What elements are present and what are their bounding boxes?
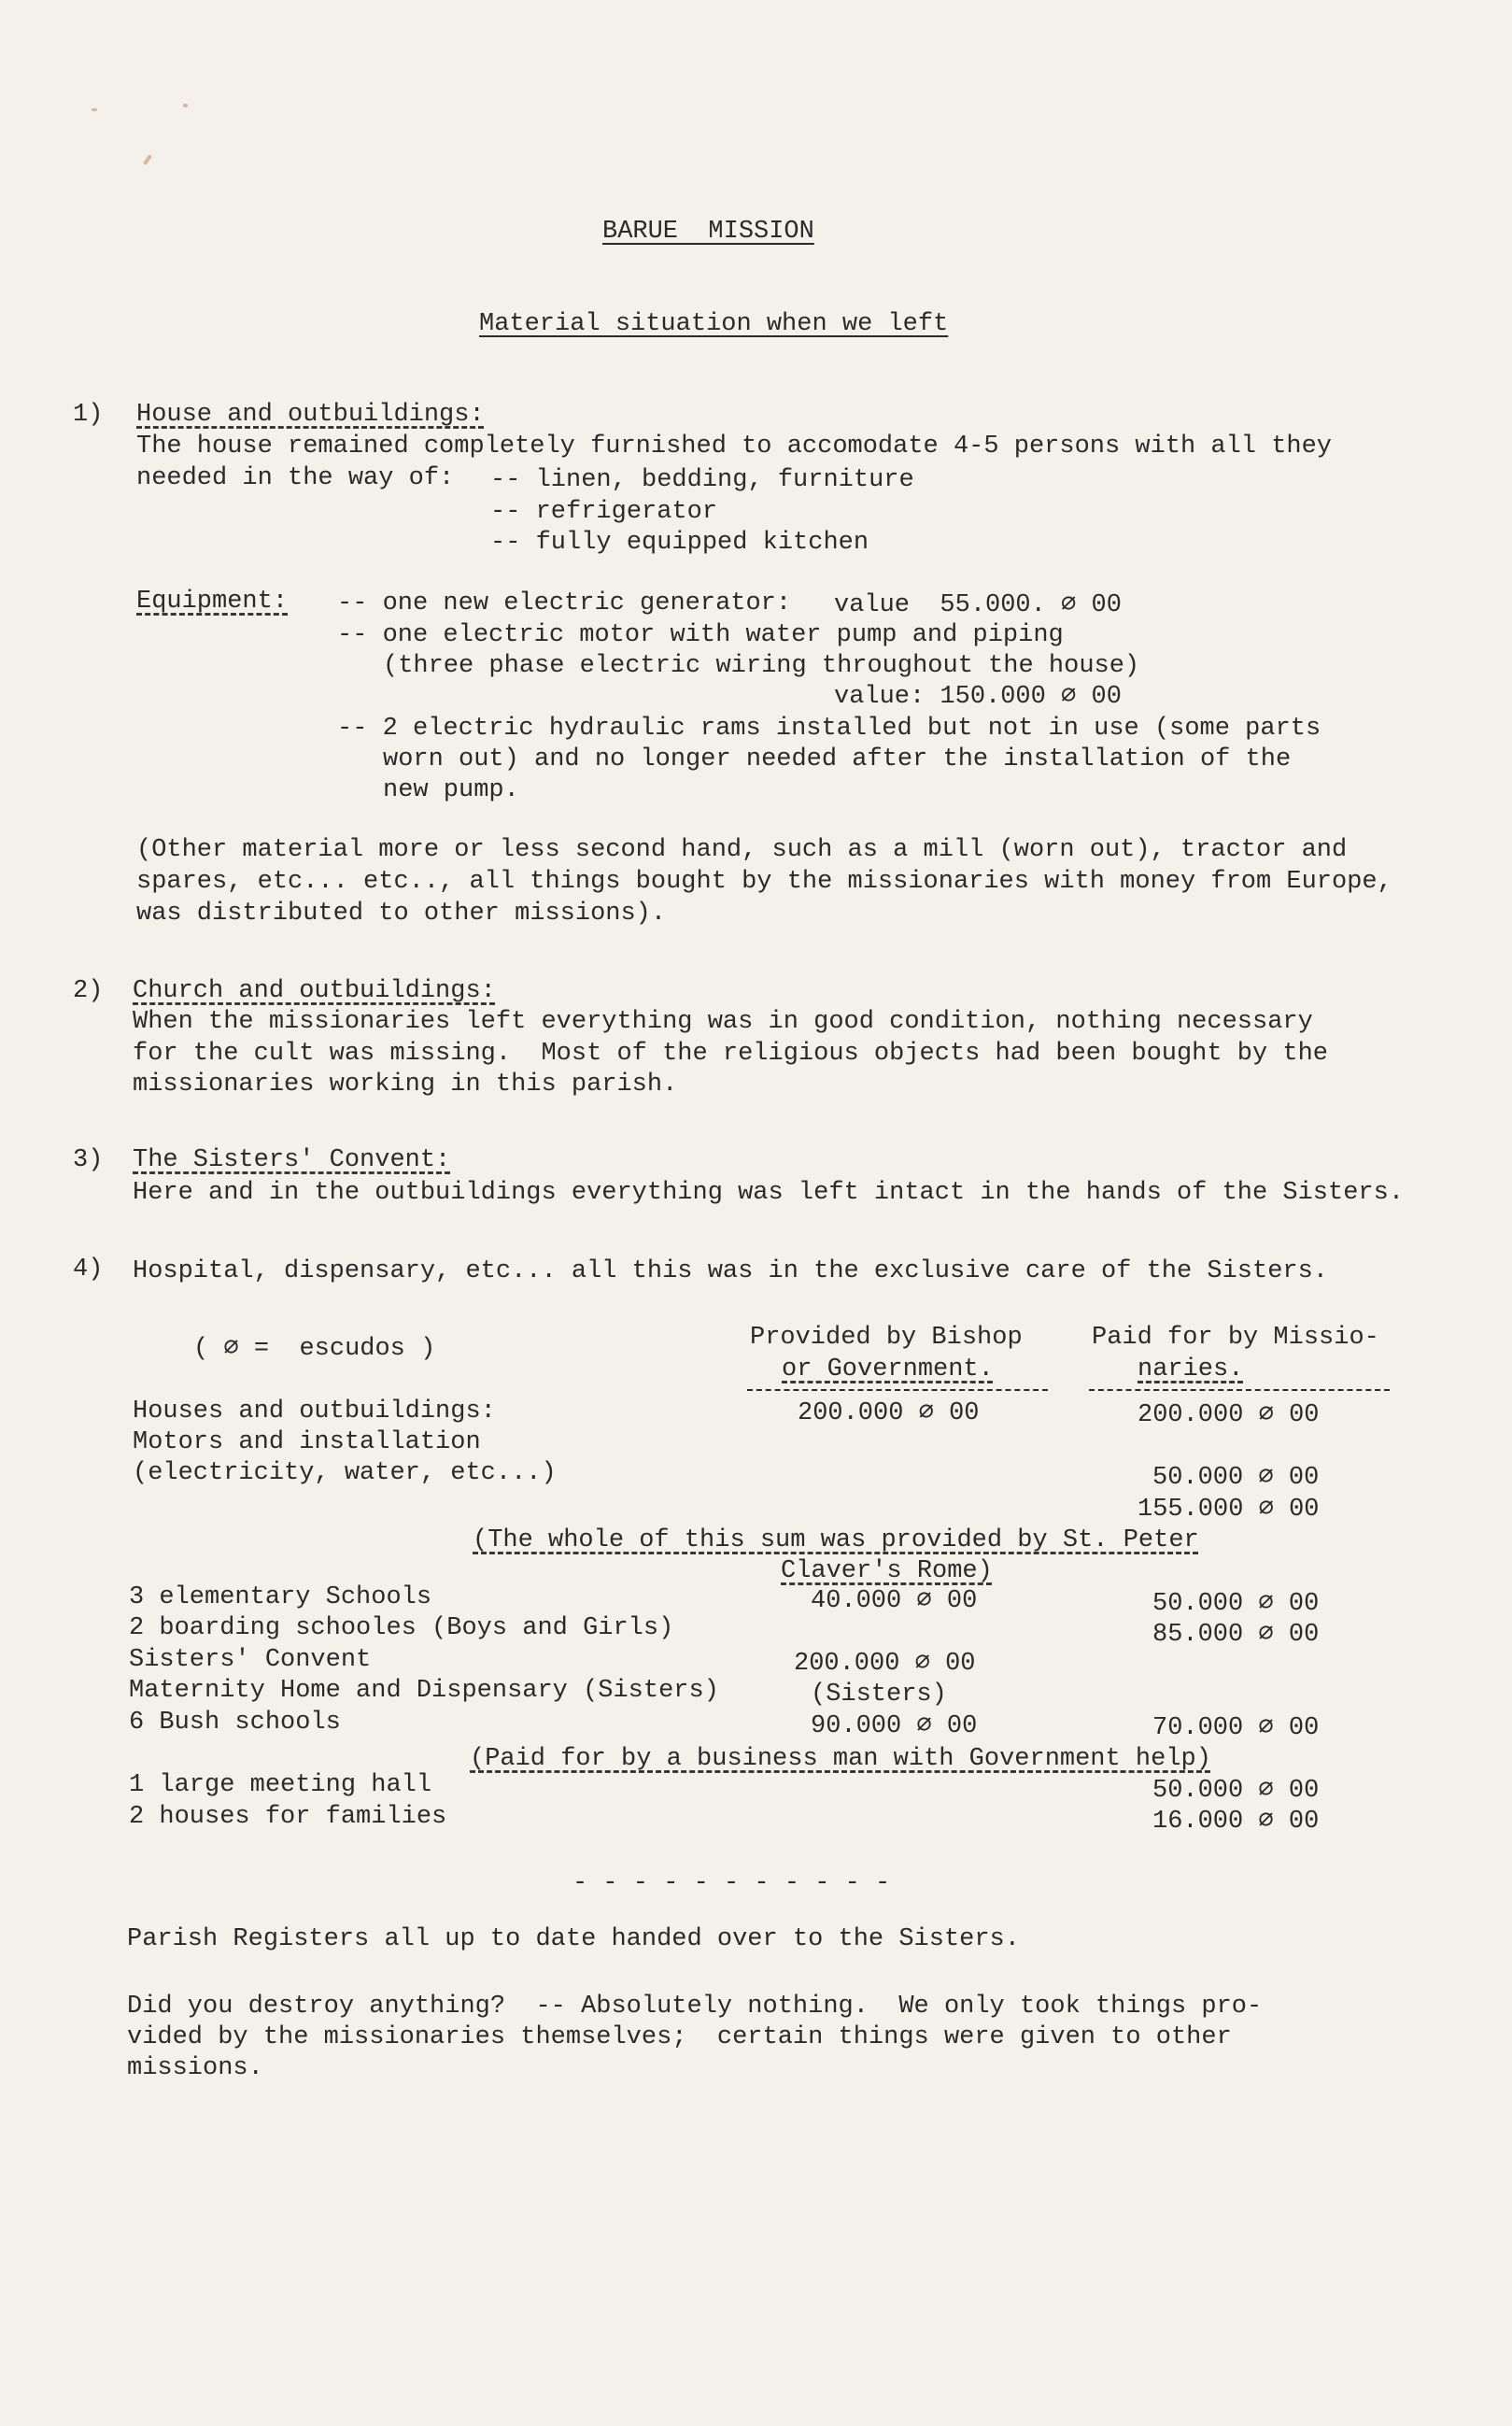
equipment-item: -- 2 electric hydraulic rams installed but not in use (some parts xyxy=(337,715,1321,743)
body-text: vided by the missionaries themselves; certain things were given to other xyxy=(127,2023,1232,2051)
table-row-label: Maternity Home and Dispensary (Sisters) xyxy=(129,1677,719,1705)
column-header-missionaries: Paid for by Missio- xyxy=(1092,1324,1379,1352)
body-text: Hospital, dispensary, etc... all this was in the exclusive care of the Sisters. xyxy=(133,1257,1329,1285)
section-number: 4) xyxy=(73,1256,104,1284)
column-header-bishop: or Government. xyxy=(782,1355,994,1383)
table-row-label: 1 large meeting hall xyxy=(129,1771,432,1799)
paper-speck xyxy=(183,104,188,107)
list-item: -- linen, bedding, furniture xyxy=(490,466,914,494)
body-text: The house remained completely furnished to accomodate 4-5 persons with all they xyxy=(136,433,1333,461)
equipment-item: -- one new electric generator: xyxy=(337,589,792,617)
table-cell-missionaries: 200.000 ∅ 00 xyxy=(1138,1401,1320,1429)
table-cell-missionaries: 50.000 ∅ 00 xyxy=(1152,1777,1320,1805)
body-text: Did you destroy anything? -- Absolutely nothing. We only took things pro- xyxy=(127,1993,1263,2021)
body-text: for the cult was missing. Most of the religious objects had been bought by the xyxy=(133,1040,1329,1068)
table-cell-bishop: 40.000 ∅ 00 xyxy=(811,1587,978,1615)
table-row-label: 2 houses for families xyxy=(129,1803,447,1831)
list-item: -- fully equipped kitchen xyxy=(490,529,869,557)
column-header-missionaries: naries. xyxy=(1138,1355,1244,1383)
table-row-label: Houses and outbuildings: xyxy=(133,1397,496,1426)
equipment-item: -- one electric motor with water pump and piping xyxy=(337,621,1064,649)
list-item: -- refrigerator xyxy=(490,498,718,526)
table-cell-bishop: 200.000 ∅ 00 xyxy=(798,1399,980,1427)
table-row-label: 2 boarding schooles (Boys and Girls) xyxy=(129,1614,674,1642)
document-subtitle: Material situation when we left xyxy=(479,310,949,338)
section-heading: House and outbuildings: xyxy=(136,401,485,429)
table-cell-missionaries: 50.000 ∅ 00 xyxy=(1152,1464,1320,1492)
table-cell-missionaries: 16.000 ∅ 00 xyxy=(1152,1808,1320,1836)
table-row-label: Sisters' Convent xyxy=(129,1646,372,1674)
body-text: (Other material more or less second hand, such as a mill (worn out), tractor and xyxy=(136,836,1348,864)
body-text: When the missionaries left everything was in good condition, nothing necessary xyxy=(133,1008,1313,1036)
table-note: (The whole of this sum was provided by St. Peter xyxy=(473,1526,1199,1554)
table-cell-bishop: (Sisters) xyxy=(811,1681,947,1709)
table-cell-missionaries: 155.000 ∅ 00 xyxy=(1138,1496,1320,1524)
body-text: spares, etc... etc.., all things bought by the missionaries with money from Europe, xyxy=(136,868,1392,896)
table-cell-missionaries: 50.000 ∅ 00 xyxy=(1152,1590,1320,1618)
table-row-label: 3 elementary Schools xyxy=(129,1583,432,1611)
section-divider: - - - - - - - - - - - xyxy=(572,1869,891,1897)
header-rule xyxy=(1089,1389,1390,1391)
table-cell-missionaries: 85.000 ∅ 00 xyxy=(1152,1621,1320,1649)
currency-legend: ( ∅ = escudos ) xyxy=(193,1335,436,1363)
body-text: needed in the way of: xyxy=(136,464,455,492)
table-cell-bishop: 200.000 ∅ 00 xyxy=(794,1650,976,1678)
table-row-label: Motors and installation xyxy=(133,1428,481,1456)
column-header-bishop: Provided by Bishop xyxy=(750,1324,1023,1352)
equipment-item: worn out) and no longer needed after the installation of the xyxy=(383,745,1292,773)
section-heading: The Sisters' Convent: xyxy=(133,1146,451,1174)
table-note: Claver's Rome) xyxy=(781,1557,993,1585)
table-note: (Paid for by a business man with Government help) xyxy=(470,1745,1211,1773)
equipment-label: Equipment: xyxy=(136,588,289,616)
body-text: missions. xyxy=(127,2054,263,2082)
equipment-item: new pump. xyxy=(383,776,519,804)
body-text: Parish Registers all up to date handed over to the Sisters. xyxy=(127,1925,1020,1953)
table-cell-missionaries: 70.000 ∅ 00 xyxy=(1152,1714,1320,1742)
document-title: BARUE MISSION xyxy=(602,218,814,246)
header-rule xyxy=(747,1389,1048,1391)
body-text: was distributed to other missions). xyxy=(136,900,667,928)
section-number: 2) xyxy=(73,977,104,1005)
equipment-item: (three phase electric wiring throughout the house) xyxy=(383,652,1140,680)
equipment-value: value 55.000. ∅ 00 xyxy=(834,591,1122,619)
section-number: 3) xyxy=(73,1146,104,1174)
table-row-label: 6 Bush schools xyxy=(129,1709,341,1737)
paper-speck xyxy=(143,154,152,165)
table-row-label: (electricity, water, etc...) xyxy=(133,1459,557,1487)
section-number: 1) xyxy=(73,401,104,429)
table-cell-bishop: 90.000 ∅ 00 xyxy=(811,1712,978,1740)
paper-speck xyxy=(92,108,97,111)
equipment-value: value: 150.000 ∅ 00 xyxy=(834,683,1122,711)
body-text: Here and in the outbuildings everything was left intact in the hands of the Sisters. xyxy=(133,1179,1405,1207)
body-text: missionaries working in this parish. xyxy=(133,1071,678,1099)
section-heading: Church and outbuildings: xyxy=(133,977,496,1005)
